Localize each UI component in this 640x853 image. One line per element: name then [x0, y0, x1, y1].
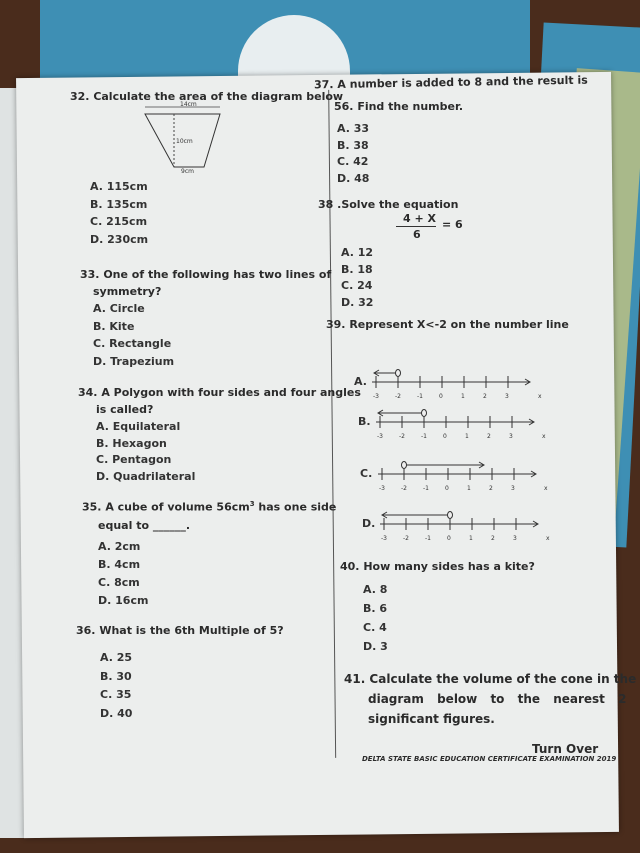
- tick-label: 1: [465, 433, 469, 440]
- open-circle: [422, 410, 427, 417]
- tick-label: 0: [445, 485, 449, 492]
- tick-label: -1: [421, 433, 427, 440]
- axis-label: x: [538, 393, 542, 400]
- q38-rhs: = 6: [442, 218, 463, 231]
- q40-option: D. 3: [363, 640, 388, 653]
- axis-label: x: [544, 485, 548, 492]
- label-14cm: 14cm: [180, 101, 197, 108]
- tick-label: -1: [423, 485, 429, 492]
- q32-option: C. 215cm: [90, 215, 148, 228]
- q41-text-2: diagram below to the nearest 2: [368, 692, 627, 706]
- q38-numerator: 4 + X: [403, 212, 437, 225]
- turn-over: Turn Over: [532, 742, 599, 756]
- q40-option: C. 4: [363, 621, 387, 634]
- q34-option: B. Hexagon: [96, 436, 167, 450]
- q33-text-2: symmetry?: [93, 285, 162, 298]
- q35-option: D. 16cm: [98, 594, 149, 607]
- q39-text: 39. Represent X<-2 on the number line: [326, 318, 569, 331]
- q34-option: A. Equilateral: [96, 420, 181, 433]
- tick-label: -1: [417, 393, 423, 400]
- open-circle: [396, 370, 401, 377]
- option-label: B.: [358, 415, 371, 428]
- tick-label: 2: [483, 393, 487, 400]
- tick-label: 3: [513, 535, 517, 542]
- exam-footer: DELTA STATE BASIC EDUCATION CERTIFICATE EXAMINATION 2019: [362, 755, 617, 763]
- q36-text: 36. What is the 6th Multiple of 5?: [76, 624, 284, 637]
- tick-label: 2: [489, 485, 493, 492]
- tick-label: -3: [379, 485, 385, 492]
- tick-label: 0: [439, 393, 443, 400]
- tick-label: 3: [511, 485, 515, 492]
- tick-label: 1: [469, 535, 473, 542]
- q33-option: B. Kite: [93, 319, 135, 333]
- q37-option: C. 42: [337, 155, 369, 168]
- tick-label: 1: [461, 393, 465, 400]
- tick-label: -3: [381, 535, 387, 542]
- q38-denominator: 6: [413, 228, 421, 241]
- tick-label: 0: [447, 535, 451, 542]
- q41-text: 41. Calculate the volume of the cone in the: [344, 672, 637, 686]
- q33-option: C. Rectangle: [93, 337, 172, 350]
- q38-option: C. 24: [341, 279, 373, 292]
- tick-label: -3: [377, 433, 383, 440]
- q32-option: A. 115cm: [90, 180, 148, 193]
- option-label: C.: [360, 467, 373, 480]
- q40-text: 40. How many sides has a kite?: [340, 560, 535, 573]
- axis-label: x: [542, 433, 546, 440]
- q37-option: B. 38: [337, 138, 369, 152]
- q36-option: C. 35: [100, 688, 132, 701]
- q32-option: B. 135cm: [90, 197, 148, 211]
- tick-label: -3: [373, 393, 379, 400]
- q38-option: D. 32: [341, 295, 374, 309]
- q33-option: A. Circle: [93, 302, 145, 315]
- number-line-C: [358, 458, 558, 492]
- number-line-B: [356, 406, 556, 440]
- q41-text-3: significant figures.: [368, 712, 495, 726]
- tick-label: -2: [401, 485, 407, 492]
- number-line-D: [360, 508, 560, 542]
- tick-label: -2: [395, 393, 401, 400]
- q34-text: 34. A Polygon with four sides and four angles: [78, 386, 361, 399]
- tick-label: -2: [403, 535, 409, 542]
- q37-text-2: 56. Find the number.: [334, 100, 464, 113]
- q35-option: B. 4cm: [98, 558, 141, 571]
- label-10cm: 10cm: [176, 138, 193, 145]
- q35-text-2: equal to ______.: [98, 519, 191, 532]
- axis-label: x: [546, 535, 550, 542]
- q38-option: A. 12: [341, 246, 374, 259]
- tick-label: 0: [443, 433, 447, 440]
- tick-label: -1: [425, 535, 431, 542]
- q34-text-2: is called?: [96, 403, 154, 416]
- tick-label: 2: [487, 433, 491, 440]
- tick-label: 3: [509, 433, 513, 440]
- q36-option: A. 25: [100, 651, 133, 664]
- q37-text: 37. A number is added to 8 and the result is: [313, 73, 588, 92]
- q37-option: A. 33: [337, 122, 370, 135]
- open-circle: [402, 462, 407, 469]
- q36-option: D. 40: [100, 706, 133, 720]
- q34-option: D. Quadrilateral: [96, 469, 196, 483]
- q33-text: 33. One of the following has two lines of: [80, 268, 332, 281]
- q36-option: B. 30: [100, 669, 132, 683]
- option-label: A.: [354, 375, 367, 388]
- q37-option: D. 48: [337, 171, 370, 185]
- q33-option: D. Trapezium: [93, 354, 175, 368]
- tick-label: -2: [399, 433, 405, 440]
- q38-text: 38 .Solve the equation: [318, 198, 459, 211]
- tick-label: 2: [491, 535, 495, 542]
- tick-label: 3: [505, 393, 509, 400]
- q35-option: C. 8cm: [98, 576, 140, 589]
- q34-option: C. Pentagon: [96, 453, 172, 466]
- q40-option: A. 8: [363, 583, 388, 596]
- q38-option: B. 18: [341, 262, 373, 276]
- tick-label: 1: [467, 485, 471, 492]
- q35-option: A. 2cm: [98, 540, 141, 553]
- open-circle: [448, 512, 453, 519]
- q32-option: D. 230cm: [90, 232, 149, 246]
- fraction-bar: [396, 226, 436, 227]
- option-label: D.: [362, 517, 376, 530]
- q32-text: 32. Calculate the area of the diagram below: [70, 90, 344, 103]
- label-9cm: 9cm: [181, 168, 194, 175]
- q35-text: 35. A cube of volume $56cm^3$ has one side: [82, 500, 337, 514]
- number-line-A: [352, 366, 552, 400]
- q40-option: B. 6: [363, 602, 388, 615]
